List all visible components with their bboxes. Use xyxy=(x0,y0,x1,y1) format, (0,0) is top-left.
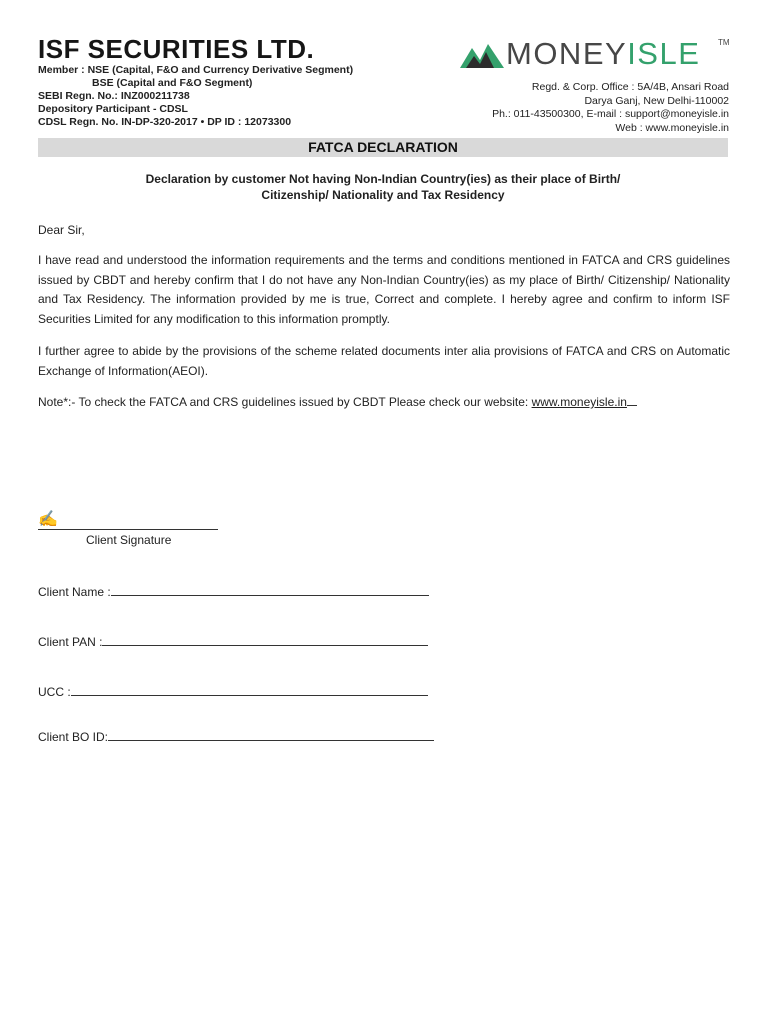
member-line-exchanges: Member : NSE (Capital, F&O and Currency Derivative Segment) xyxy=(38,64,354,76)
document-title: FATCA DECLARATION xyxy=(38,138,728,157)
cdsl-registration: CDSL Regn. No. IN-DP-320-2017 • DP ID : 12073300 xyxy=(38,116,292,128)
signature-pen-icon: ✍ xyxy=(38,511,58,528)
ucc-label: UCC : xyxy=(38,685,71,699)
declaration-paragraph-1: I have read and understood the information requirements and the terms and conditions mentioned in FATCA and CRS guidelines issued by CBDT and hereby confirm that I do not have any Non-Indian Country(ies) as my place of Birth/ Citizenship/ Nationality and Tax Residency. The information provided by me is true, Correct and complete. I hereby agree and confirm to inform ISF Securities Limited for any modification to this information promptly. xyxy=(38,253,730,326)
heading-line-1: Declaration by customer Not having Non-Indian Country(ies) as their place of Birth/ xyxy=(145,172,621,186)
client-bo-id-blank[interactable] xyxy=(108,729,434,741)
client-pan-blank[interactable] xyxy=(102,634,428,646)
address-line-2: Darya Ganj, New Delhi-110002 xyxy=(584,94,729,107)
address-line-1: Regd. & Corp. Office : 5A/4B, Ansari Road xyxy=(531,81,729,93)
moneyisle-logo xyxy=(460,38,736,74)
office-address xyxy=(492,81,729,135)
ucc-field xyxy=(38,684,428,699)
sebi-registration: SEBI Regn. No.: INZ000211738 xyxy=(38,90,190,102)
client-bo-id-field xyxy=(38,729,434,744)
heading-line-2: Citizenship/ Nationality and Tax Residency xyxy=(261,187,505,202)
website-line: Web : www.moneyisle.in xyxy=(615,121,729,134)
member-line-bse: BSE (Capital and F&O Segment) xyxy=(92,77,253,89)
guidelines-note xyxy=(38,393,730,413)
logo-wordmark: MONEYISLE xyxy=(506,36,701,71)
client-name-label: Client Name : xyxy=(38,585,111,599)
client-pan-field xyxy=(38,634,428,649)
member-info xyxy=(38,64,353,129)
client-name-blank[interactable] xyxy=(111,584,429,596)
note-underline xyxy=(627,393,637,406)
company-name: ISF SECURITIES LTD. xyxy=(38,34,315,64)
client-bo-id-label: Client BO ID: xyxy=(38,730,109,744)
signature-label: Client Signature xyxy=(86,533,172,547)
note-text: Note*:- To check the FATCA and CRS guidelines issued by CBDT Please check our website: xyxy=(38,395,532,409)
signature-line[interactable] xyxy=(38,529,218,530)
client-pan-label: Client PAN : xyxy=(38,635,103,649)
contact-line: Ph.: 011-43500300, E-mail : support@moneyisle.in xyxy=(492,108,729,120)
ucc-blank[interactable] xyxy=(71,684,428,696)
depository-participant: Depository Participant - CDSL xyxy=(38,103,188,115)
client-name-field xyxy=(38,584,429,599)
mountain-logo-icon xyxy=(460,40,504,68)
trademark-mark: TM xyxy=(718,38,730,47)
declaration-heading xyxy=(38,172,728,203)
salutation: Dear Sir, xyxy=(38,223,85,237)
declaration-paragraph-2: I further agree to abide by the provisions of the scheme related documents inter alia provisions of FATCA and CRS on Automatic Exchange of Information(AEOI). xyxy=(38,344,730,378)
website-link[interactable]: www.moneyisle.in xyxy=(531,395,627,409)
